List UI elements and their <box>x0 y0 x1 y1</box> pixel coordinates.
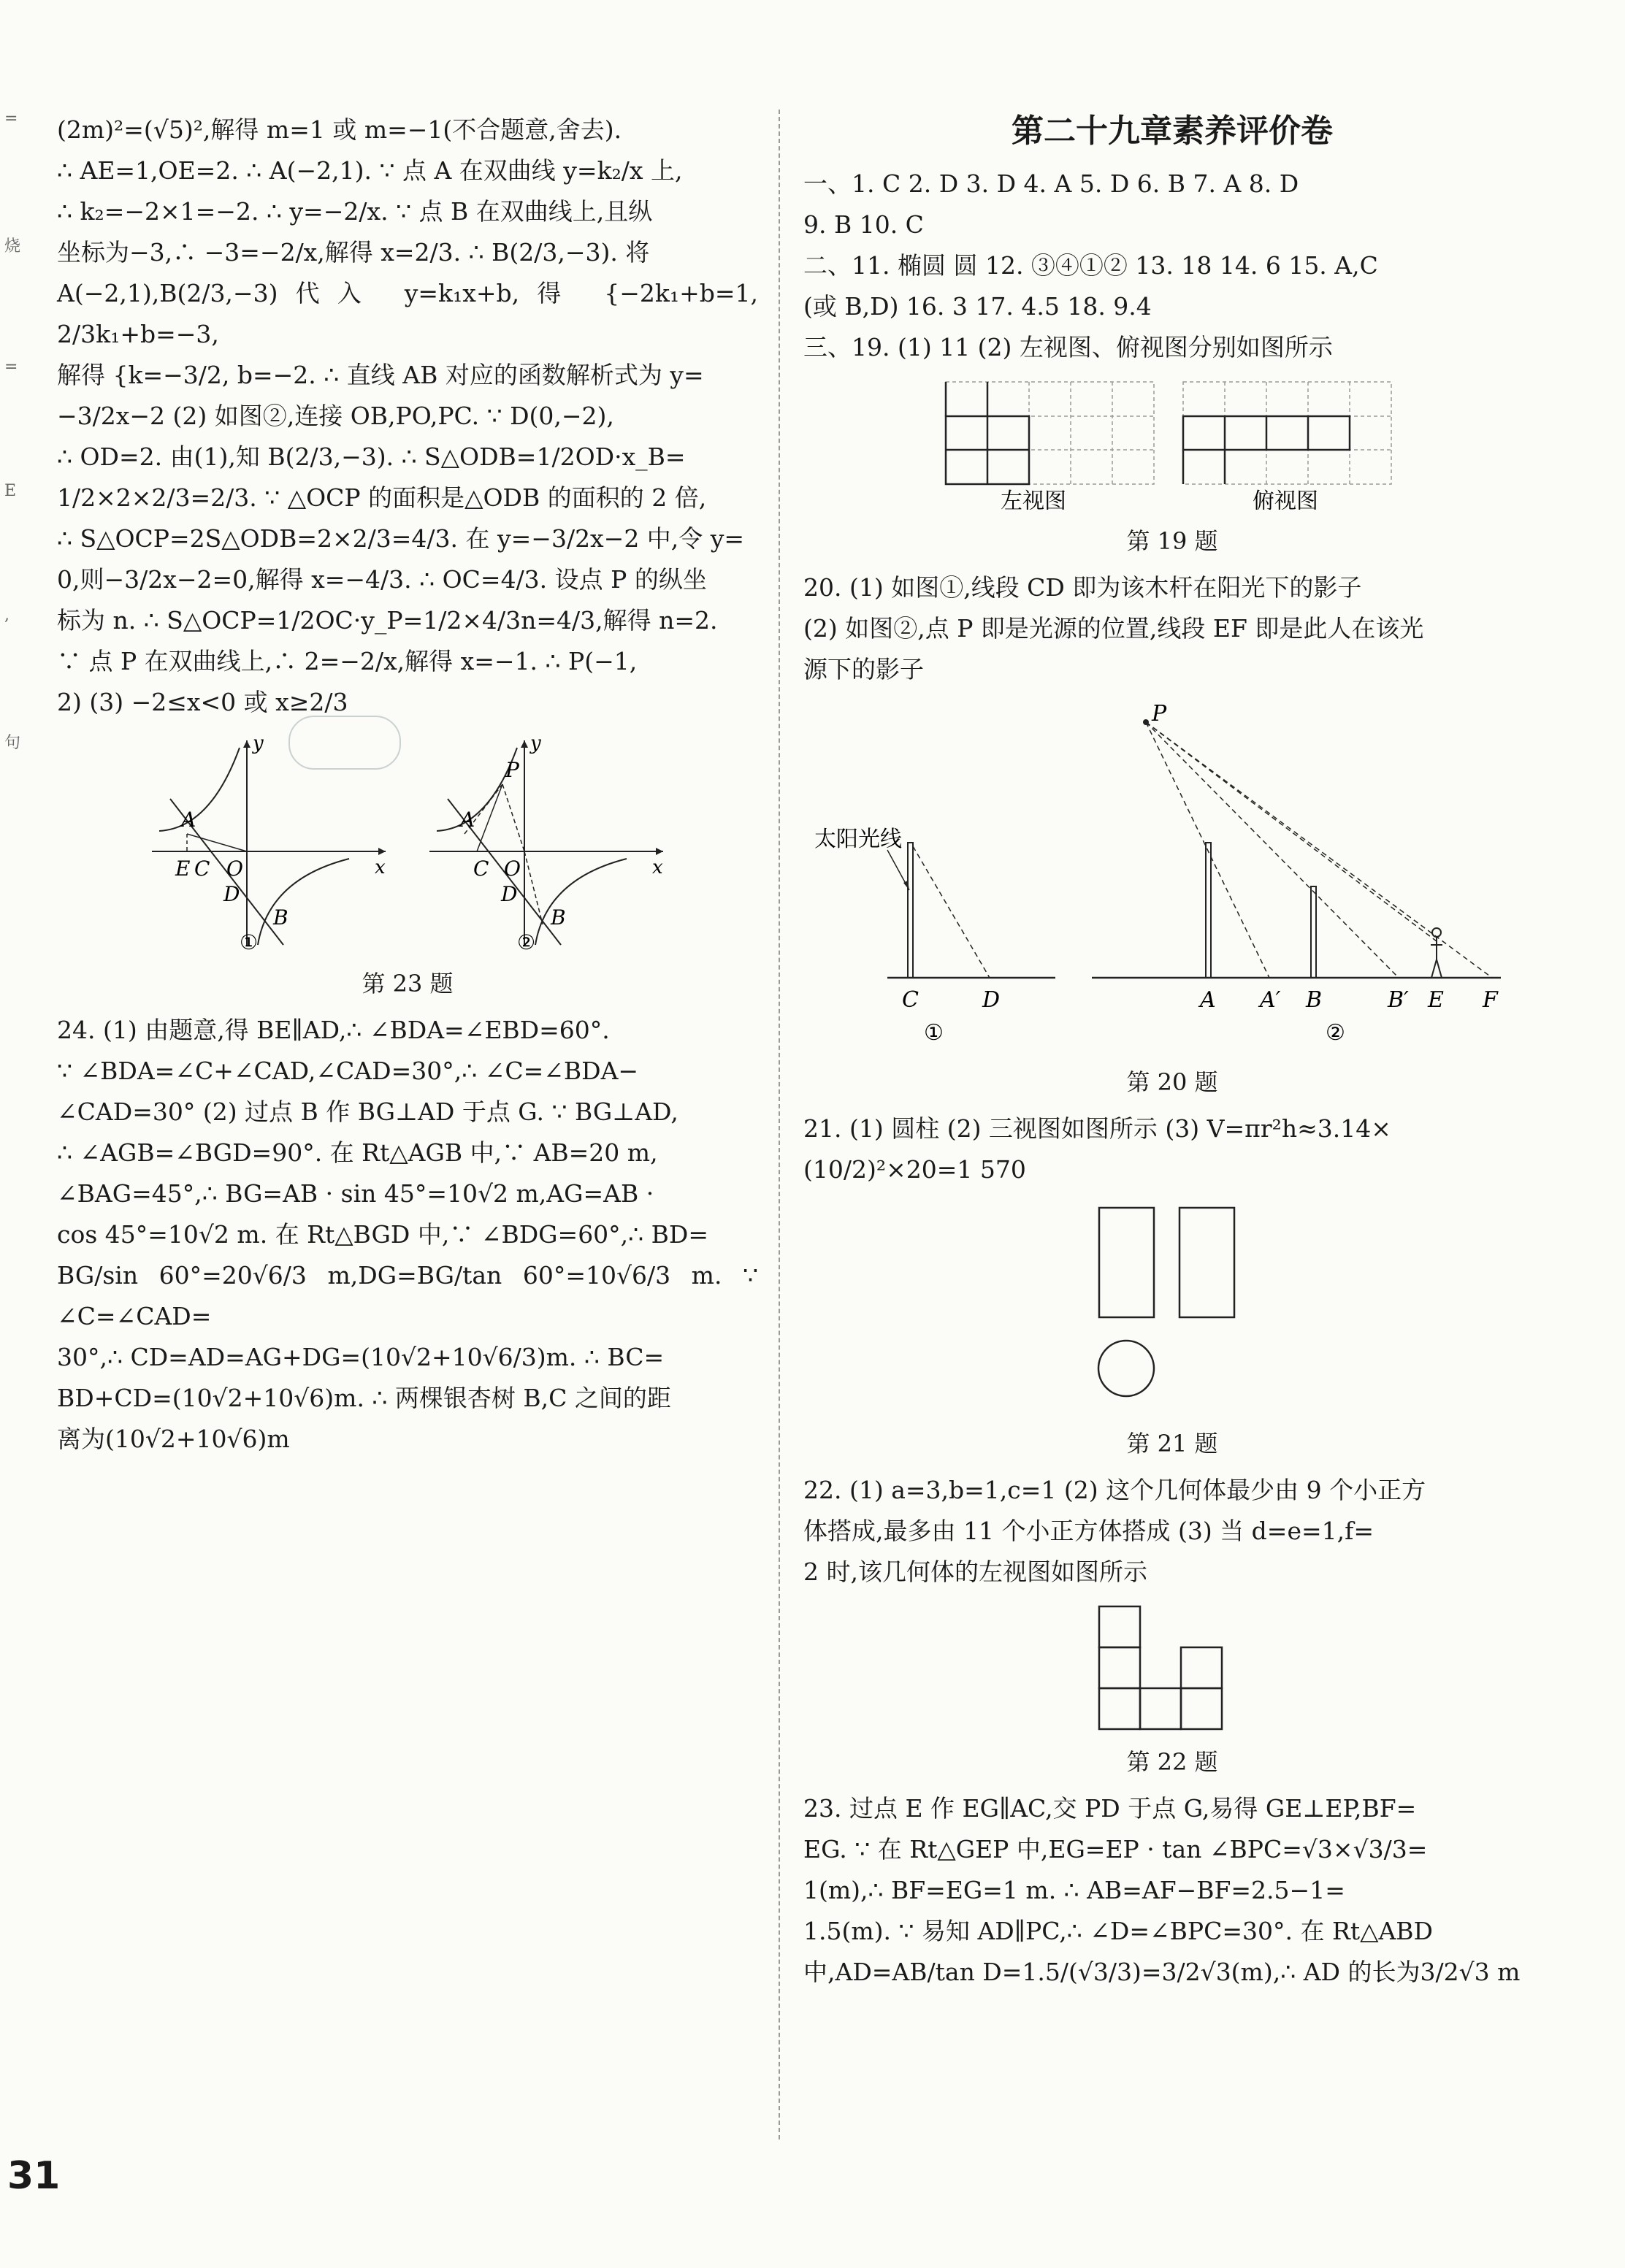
axis-label-x: x <box>375 857 386 878</box>
text-line: (2m)²=(√5)²,解得 m=1 或 m=−1(不合题意,舍去). <box>57 115 622 144</box>
figure-23-caption: 第 23 题 <box>362 970 454 997</box>
figure-20 <box>803 700 1541 1098</box>
text-line: ∠CAD=30° (2) 过点 B 作 BG⊥AD 于点 G. ∵ BG⊥AD, <box>57 1097 678 1126</box>
figure-19-views <box>931 378 1413 510</box>
subfigure-1-label: ① <box>924 1020 944 1046</box>
point-F: F <box>1483 987 1498 1013</box>
figure-20-sub-2 <box>1092 701 1501 1046</box>
text-line: −3/2x−2 (2) 如图②,连接 OB,PO,PC. ∵ D(0,−2), <box>57 402 614 430</box>
subfigure-2-label: ② <box>517 930 536 952</box>
text-line: ∴ ∠AGB=∠BGD=90°. 在 Rt△AGB 中,∵ AB=20 m, <box>57 1138 658 1167</box>
answers-multiple-choice: 一、1. C 2. D 3. D 4. A 5. D 6. B 7. A 8. D <box>803 169 1299 198</box>
figure-21-three-views <box>1077 1200 1267 1412</box>
figure-22-caption: 第 22 题 <box>1126 1748 1218 1776</box>
text-line: ∠BAG=45°,∴ BG=AB · sin 45°=10√2 m,AG=AB · <box>57 1179 654 1208</box>
left-column <box>57 110 758 1460</box>
text-line: ∴ OD=2. 由(1),知 B(2/3,−3). ∴ S△ODB=1/2OD·x_B= <box>57 443 686 471</box>
text-line: 离为(10√2+10√6)m <box>57 1425 290 1453</box>
top-view-grid <box>1183 382 1391 484</box>
text-line: 0,则−3/2x−2=0,解得 x=−4/3. ∴ OC=4/3. 设点 P 的纵坐 <box>57 565 707 594</box>
point-A: A <box>1200 987 1216 1013</box>
left-view-solid <box>946 382 1029 484</box>
text-line: 源下的影子 <box>803 655 924 683</box>
point-C: C <box>902 987 919 1013</box>
text-line: 1.5(m). ∵ 易知 AD∥PC,∴ ∠D=∠BPC=30°. 在 Rt△ABD <box>803 1917 1434 1945</box>
point-E: E <box>1428 987 1444 1013</box>
text-line: 标为 n. ∴ S△OCP=1/2OC·y_P=1/2×4/3n=4/3,解得 n=2. <box>57 606 718 635</box>
point-B: B <box>551 905 566 930</box>
figure-21-caption: 第 21 题 <box>1126 1430 1218 1457</box>
text-line: 24. (1) 由题意,得 BE∥AD,∴ ∠BDA=∠EBD=60°. <box>57 1016 610 1044</box>
point-A: A <box>181 808 196 832</box>
front-view <box>1099 1208 1154 1317</box>
text-line: ∴ S△OCP=2S△ODB=2×2/3=4/3. 在 y=−3/2x−2 中,令 y= <box>57 524 745 553</box>
sun-rays-label: 太阳光线 <box>814 827 902 852</box>
left-view-grid <box>946 382 1154 484</box>
binding-edge-marks: = 烧 = E , 句 <box>4 110 21 752</box>
point-D: D <box>982 987 1001 1013</box>
text-line: 体搭成,最多由 11 个小正方体搭成 (3) 当 d=e=1,f= <box>803 1517 1374 1545</box>
q23-solution-text <box>57 110 758 723</box>
subfigure-1-label: ① <box>240 930 259 952</box>
text-line: (2) 如图②,点 P 即是光源的位置,线段 EF 即是此人在该光 <box>803 614 1424 643</box>
point-B: B <box>1306 987 1323 1013</box>
subfigure-2-label: ② <box>1326 1020 1345 1046</box>
text-line: cos 45°=10√2 m. 在 Rt△BGD 中,∵ ∠BDG=60°,∴ BD= <box>57 1220 709 1249</box>
point-C: C <box>194 857 210 881</box>
text-line: 坐标为−3,∴ −3=−2/x,解得 x=2/3. ∴ B(2/3,−3). 将 <box>57 238 650 267</box>
figure-23-graph-2 <box>429 733 663 952</box>
text-line: 1(m),∴ BF=EG=1 m. ∴ AB=AF−BF=2.5−1= <box>803 1876 1345 1904</box>
point-D: D <box>501 882 518 906</box>
point-P: P <box>1152 701 1167 727</box>
q21-answer <box>803 1108 1541 1190</box>
q24-solution-text <box>57 1010 758 1460</box>
right-column <box>803 110 1541 1993</box>
answers-fill-blank-cont: (或 B,D) 16. 3 17. 4.5 18. 9.4 <box>803 292 1152 321</box>
figure-20-diagram <box>814 700 1530 1051</box>
figure-23-graphs <box>130 733 685 952</box>
column-divider <box>779 110 780 2139</box>
text-line: ∵ ∠BDA=∠C+∠CAD,∠CAD=30°,∴ ∠C=∠BDA− <box>57 1057 639 1085</box>
text-line: EG. ∵ 在 Rt△GEP 中,EG=EP · tan ∠BPC=√3×√3/3= <box>803 1835 1428 1863</box>
text-line: 22. (1) a=3,b=1,c=1 (2) 这个几何体最少由 9 个小正方 <box>803 1476 1426 1504</box>
figure-19 <box>803 378 1541 557</box>
figure-21 <box>803 1200 1541 1460</box>
figure-23-graph-1 <box>152 733 386 952</box>
top-view-label: 俯视图 <box>1253 489 1318 510</box>
text-line: 20. (1) 如图①,线段 CD 即为该木杆在阳光下的影子 <box>803 573 1362 602</box>
point-B-prime: B′ <box>1388 987 1409 1013</box>
left-view-label: 左视图 <box>1001 489 1066 510</box>
point-C: C <box>473 857 489 881</box>
axis-label-x: x <box>652 857 663 878</box>
side-view <box>1179 1208 1234 1317</box>
text-line: 中,AD=AB/tan D=1.5/(√3/3)=3/2√3(m),∴ AD 的长为3/2√3 m <box>803 1958 1521 1986</box>
point-D: D <box>223 882 240 906</box>
point-A: A <box>460 808 475 832</box>
figure-22 <box>803 1603 1541 1778</box>
text-line: 1/2×2×2/3=2/3. ∵ △OCP 的面积是△ODB 的面积的 2 倍, <box>57 483 707 512</box>
point-P: P <box>505 758 519 782</box>
point-O: O <box>504 857 521 881</box>
section-title: 第二十九章素养评价卷 <box>1012 112 1333 150</box>
person-figure <box>1431 928 1442 978</box>
text-line: 2 时,该几何体的左视图如图所示 <box>803 1558 1147 1586</box>
figure-20-caption: 第 20 题 <box>1126 1068 1218 1096</box>
answers-fill-blank: 二、11. 椭圆 圆 12. ③④①② 13. 18 14. 6 15. A,C <box>803 251 1378 280</box>
text-line: ∴ AE=1,OE=2. ∴ A(−2,1). ∵ 点 A 在双曲线 y=k₂/x 上, <box>57 156 683 185</box>
text-line: BD+CD=(10√2+10√6)m. ∴ 两棵银杏树 B,C 之间的距 <box>57 1384 671 1412</box>
text-line: 21. (1) 圆柱 (2) 三视图如图所示 (3) V=πr²h≈3.14× <box>803 1114 1391 1143</box>
q22-answer <box>803 1470 1541 1593</box>
text-line: 解得 {k=−3/2, b=−2. ∴ 直线 AB 对应的函数解析式为 y= <box>57 361 704 389</box>
text-line: 23. 过点 E 作 EG∥AC,交 PD 于点 G,易得 GE⊥EP,BF= <box>803 1794 1417 1823</box>
text-line: A(−2,1),B(2/3,−3)代入 y=k₁x+b,得 {−2k₁+b=1, 2/3k₁+b=−3, <box>57 279 758 348</box>
point-B: B <box>273 905 288 930</box>
figure-19-caption: 第 19 题 <box>1126 527 1218 555</box>
figure-20-sub-1 <box>814 827 1055 1046</box>
q20-answer <box>803 567 1541 690</box>
figure-22-left-view <box>1077 1603 1267 1731</box>
page-number: 31 <box>7 2154 61 2198</box>
point-O: O <box>226 857 243 881</box>
axis-label-y: y <box>253 733 264 754</box>
axis-label-y: y <box>530 733 541 754</box>
answers-multiple-choice-cont: 9. B 10. C <box>803 210 924 239</box>
point-A-prime: A′ <box>1260 987 1281 1013</box>
text-line: ∴ k₂=−2×1=−2. ∴ y=−2/x. ∵ 点 B 在双曲线上,且纵 <box>57 197 653 226</box>
top-view-circle <box>1098 1341 1154 1396</box>
text-line: 30°,∴ CD=AD=AG+DG=(10√2+10√6/3)m. ∴ BC= <box>57 1343 665 1371</box>
text-line: (10/2)²×20=1 570 <box>803 1155 1026 1184</box>
q23-answer <box>803 1788 1541 1993</box>
text-line: BG/sin 60°=20√6/3 m,DG=BG/tan 60°=10√6/3 m. ∵ ∠C=∠CAD= <box>57 1261 758 1330</box>
figure-23 <box>57 733 758 1000</box>
text-line: 2) (3) −2≤x<0 或 x≥2/3 <box>57 688 348 716</box>
point-E: E <box>175 857 191 881</box>
text-line: ∵ 点 P 在双曲线上,∴ 2=−2/x,解得 x=−1. ∴ P(−1, <box>57 647 638 675</box>
q19-answer: 三、19. (1) 11 (2) 左视图、俯视图分别如图所示 <box>803 333 1333 361</box>
